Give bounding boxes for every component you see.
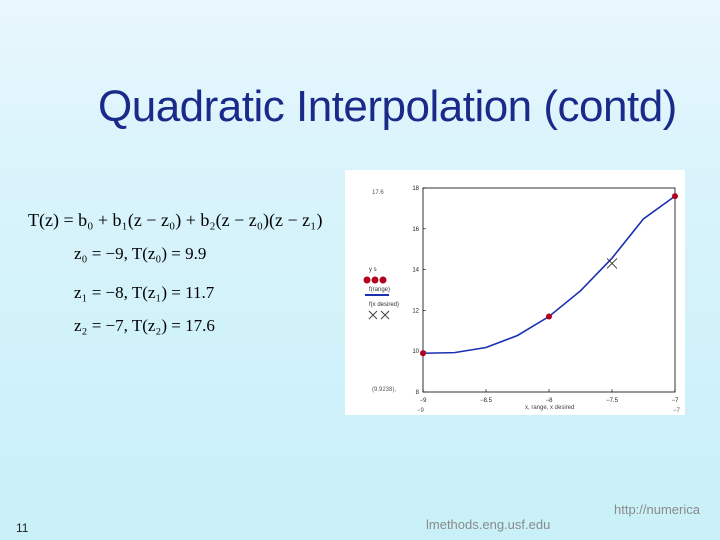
plot-background (345, 170, 685, 415)
data-point (672, 193, 678, 199)
legend-y-label: y s (369, 267, 377, 273)
interpolation-formula: T(z) = b₀ + b₁(z − z₀) + b₂(z − z₀)(z − z₁) (28, 210, 323, 230)
legend-point-marker (364, 277, 371, 284)
plot-y-bottom-note: (9.9238), (372, 387, 397, 393)
y-tick-label: 16 (412, 226, 419, 233)
point-z0: z₀ = −9, T(z₀) = 9.9 (74, 244, 207, 263)
slide-number: 11 (16, 521, 29, 535)
x-tick-label: −7 (671, 398, 679, 404)
x-tick-label: −8.5 (480, 398, 492, 404)
x-tick-label: −9 (419, 398, 427, 404)
plot-x-left-note: −9 (417, 408, 424, 414)
y-tick-label: 12 (412, 308, 419, 315)
interpolation-plot (345, 170, 685, 415)
y-tick-label: 10 (412, 349, 419, 356)
plot-x-axis-label: x, range, x desired (525, 405, 575, 411)
slide-title: Quadratic Interpolation (contd) (98, 82, 677, 131)
x-tick-label: −8 (545, 398, 553, 404)
point-z1: z₁ = −8, T(z₁) = 11.7 (74, 283, 215, 302)
legend-f-desired: f(x desired) (369, 302, 400, 308)
legend-f-range: f(range) (369, 287, 391, 293)
plot-y-top-note: 17.6 (372, 190, 384, 196)
data-point (420, 350, 426, 356)
y-tick-label: 14 (412, 267, 419, 274)
plot-x-right-note: −7 (673, 408, 680, 414)
legend-point-marker (380, 277, 387, 284)
footer-url-right: http://numerica (614, 502, 700, 517)
y-tick-label: 8 (415, 390, 419, 396)
point-z2: z₂ = −7, T(z₂) = 17.6 (74, 316, 215, 335)
legend-point-marker (372, 277, 379, 284)
x-tick-label: −7.5 (606, 398, 618, 404)
data-point (546, 314, 552, 320)
y-tick-label: 18 (412, 186, 419, 192)
footer-url: lmethods.eng.usf.edu (426, 517, 551, 532)
